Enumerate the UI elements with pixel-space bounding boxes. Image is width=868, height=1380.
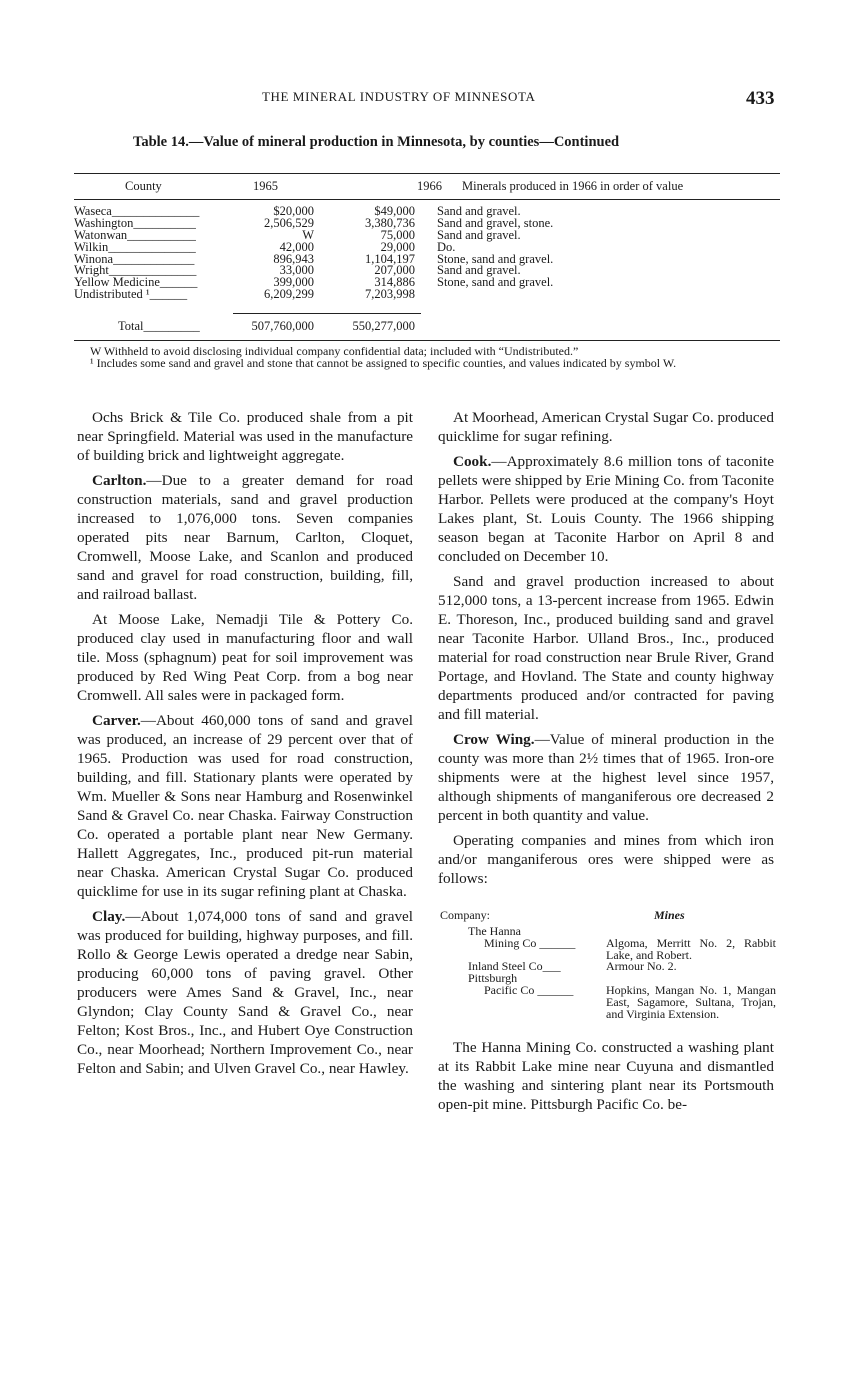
county-label: Wright <box>74 263 109 278</box>
footnote-1: ¹ Includes some sand and gravel and stone that cannot be assigned to specific counties, and values indicated by symbol W. <box>90 355 677 370</box>
right-paragraphs-after <box>438 1038 774 1114</box>
right-column <box>438 408 774 1120</box>
paragraph <box>438 572 774 724</box>
total-label: Total_________ <box>118 319 200 333</box>
page-number: 433 <box>746 88 775 109</box>
table-body <box>74 206 794 301</box>
value-1965: 2,506,529 <box>264 215 314 230</box>
county-label: Undistributed ¹ <box>74 287 150 302</box>
mines-rows <box>440 926 776 1020</box>
paragraph-text: Operating companies and mines from which iron and/or manganiferous ores were shipped were as follows: <box>438 832 774 887</box>
col-minerals: Minerals produced in 1966 in order of value <box>462 179 684 193</box>
mines-table <box>440 910 776 1020</box>
paragraph-text: The Hanna Mining Co. constructed a washing plant at its Rabbit Lake mine near Cuyuna and dismantled the washing and sintering plant near its Portsmouth open-pit mine. Pittsburgh Pacific Co. be- <box>438 1039 774 1114</box>
paragraph-text: —Approximately 8.6 million tons of taconite pellets were shipped by Erie Mining Co. from Taconite Harbor. Pellets were produced at the company's Hoyt Lakes plant, St. Louis County. The 1966 shipping season began at Taconite Harbor on April 8 and concluded on December 10. <box>438 453 774 565</box>
paragraph <box>438 408 774 446</box>
value-1965: 33,000 <box>279 263 314 278</box>
minerals-produced: Do. <box>437 239 456 254</box>
paragraph-text: —About 460,000 tons of sand and gravel was produced, an increase of 29 percent over that of 1965. Production was used for road construction, building, and fill. Stationary plants were operated by Wm. Mueller & Sons near Hamburg and Rosenwinkel Sand & Gravel Co. near Chaska. Fairway Construction Co. operated a portable plant near New Germany. Hallett Aggregates, Inc., produced pit-run material near Chaska. American Crystal Sugar Co. produced quicklime for use in its sugar refining plant at Chaska. <box>77 712 413 900</box>
paragraph <box>77 610 413 705</box>
total-1965: 507,760,000 <box>251 319 314 333</box>
table-footnotes <box>74 346 780 369</box>
value-1966: $49,000 <box>374 204 415 218</box>
company-name: Pittsburgh <box>468 971 518 986</box>
table-top-rule <box>74 173 780 174</box>
footnote-w: W Withheld to avoid disclosing individual company confidential data; included with “Undistributed.” <box>90 344 579 358</box>
section-lead: Crow Wing. <box>453 731 535 748</box>
mine-list: Hopkins, Mangan No. 1, Mangan East, Sagamore, Sultana, Trojan, and Virginia Extension. <box>606 982 776 1021</box>
paragraph-text: At Moose Lake, Nemadji Tile & Pottery Co. produced clay used in manufacturing floor and wall tile. Moss (sphagnum) peat for soil improvement was produced by Red Wing Peat Corp. from a bog near Cromwell. All sales were in packaged form. <box>77 611 413 704</box>
company-name-cont: Mining Co ______ <box>484 935 576 950</box>
minerals-produced: Stone, sand and gravel. <box>437 251 554 266</box>
minerals-produced: Stone, sand and gravel. <box>437 275 554 290</box>
county-name <box>74 289 187 301</box>
paragraph <box>438 1038 774 1114</box>
paragraph-text: Ochs Brick & Tile Co. produced shale from a pit near Springfield. Material was used in the manufacture of building brick and lightweight aggregate. <box>77 409 413 464</box>
county-leader: ______________ <box>108 263 197 278</box>
running-head <box>0 88 868 110</box>
county-leader: _____________ <box>113 251 195 266</box>
running-title: THE MINERAL INDUSTRY OF MINNESOTA <box>262 89 536 104</box>
county-leader: __________ <box>133 215 196 230</box>
county-label: Washington <box>74 215 134 230</box>
paragraph-text: At Moorhead, American Crystal Sugar Co. produced quicklime for sugar refining. <box>438 409 774 445</box>
total-1966: 550,277,000 <box>352 319 415 333</box>
total-rule <box>233 313 421 314</box>
company-heading: Company: <box>440 908 490 922</box>
section-lead: Cook. <box>453 453 492 470</box>
county-label: Yellow Medicine <box>74 275 160 290</box>
minerals-produced: Sand and gravel. <box>437 204 521 218</box>
value-1966: 207,000 <box>374 263 415 278</box>
company-name: Inland Steel Co___ <box>468 959 561 974</box>
mines-row <box>440 982 776 1021</box>
county-leader: ______ <box>159 275 198 290</box>
value-1966: 75,000 <box>380 227 415 242</box>
county-leader: ______________ <box>111 204 200 218</box>
table-caption: Table 14.—Value of mineral production in Minnesota, by counties—Continued <box>133 134 620 150</box>
value-1965: $20,000 <box>273 204 314 218</box>
company-name-cont: Pacific Co ______ <box>484 982 574 997</box>
paragraph <box>77 711 413 901</box>
value-1966: 7,203,998 <box>365 287 415 302</box>
section-lead: Clay. <box>92 908 126 925</box>
paragraph-text: —About 1,074,000 tons of sand and gravel was produced for building, highway purposes, and fill. Rollo & George Lewis operated a dredge near Sabin, producing 60,000 tons of paving gravel. Other producers were Ames Sand & Gravel, Inc., near Glyndon; Clay County Sand & Gravel Co., near Felton; Kost Bros., Inc., and Hubert Oye Construction Co., near Moorhead; Northern Improvement Co., near Felton and Sabin; and Ulven Gravel Co., near Hawley. <box>77 908 413 1077</box>
table-bottom-rule <box>74 340 780 341</box>
col-county: County <box>125 179 162 193</box>
value-1966: 3,380,736 <box>365 215 415 230</box>
total-row <box>74 319 794 333</box>
value-1965: 6,209,299 <box>264 287 314 302</box>
right-paragraphs-before <box>438 408 774 888</box>
section-lead: Carver. <box>92 712 141 729</box>
value-1966: 314,886 <box>374 275 415 290</box>
value-1966: 29,000 <box>380 239 415 254</box>
county-leader: ___________ <box>127 227 196 242</box>
minerals-produced: Sand and gravel. <box>437 263 521 278</box>
col-1965: 1965 <box>253 179 278 193</box>
company-name: The Hanna <box>468 924 521 938</box>
paragraph <box>438 730 774 825</box>
value-1966: 1,104,197 <box>365 251 415 266</box>
col-1966: 1966 <box>417 179 442 193</box>
paragraph <box>438 452 774 566</box>
table-header-rule <box>74 199 780 200</box>
county-label: Wilkin <box>74 239 109 254</box>
mine-list: Armour No. 2. <box>606 959 677 974</box>
minerals-produced: Sand and gravel, stone. <box>437 215 554 230</box>
table-header <box>0 179 868 195</box>
section-lead: Carlton. <box>92 472 147 489</box>
county-label: Waseca <box>74 204 112 218</box>
county-label: Winona <box>74 251 114 266</box>
mines-heading: Mines <box>654 908 685 922</box>
paragraph <box>438 831 774 888</box>
value-1965: 42,000 <box>279 239 314 254</box>
paragraph-text: —Due to a greater demand for road construction materials, sand and gravel production increased to 1,076,000 tons. Seven companies operated pits near Barnum, Carlton, Cloquet, Cromwell, Moose Lake, and Scanlon and produced sand and gravel for road construction, building, fill, and railroad ballast. <box>77 472 413 603</box>
paragraph <box>77 907 413 1078</box>
county-label: Watonwan <box>74 227 128 242</box>
table-row <box>74 289 794 301</box>
value-1965: W <box>302 227 314 242</box>
minerals-produced: Sand and gravel. <box>437 227 521 242</box>
county-leader: ______________ <box>108 239 196 254</box>
paragraph-text: Sand and gravel production increased to about 512,000 tons, a 13-percent increase from 1965. Edwin E. Thoreson, Inc., produced building sand and gravel near Taconite Harbor. Ulland Bros., Inc., produced material for road construction near Brule River, Grand Portage, and Hovland. The State and county highway departments produced and/or contracted for paving and fill material. <box>438 573 774 723</box>
mines-row <box>440 935 776 962</box>
paragraph <box>77 471 413 604</box>
left-column <box>77 408 413 1084</box>
value-1965: 399,000 <box>273 275 314 290</box>
mine-list: Algoma, Merritt No. 2, Rabbit Lake, and Robert. <box>606 935 776 962</box>
paragraph-text: —Value of mineral production in the county was more than 2½ times that of 1965. Iron-ore shipments were at the highest level since 1957, although shipments of manganiferous ore decreased 2 percent in both quantity and value. <box>438 731 774 824</box>
value-1965: 896,943 <box>273 251 314 266</box>
paragraph <box>77 408 413 465</box>
county-leader: ______ <box>149 287 188 302</box>
